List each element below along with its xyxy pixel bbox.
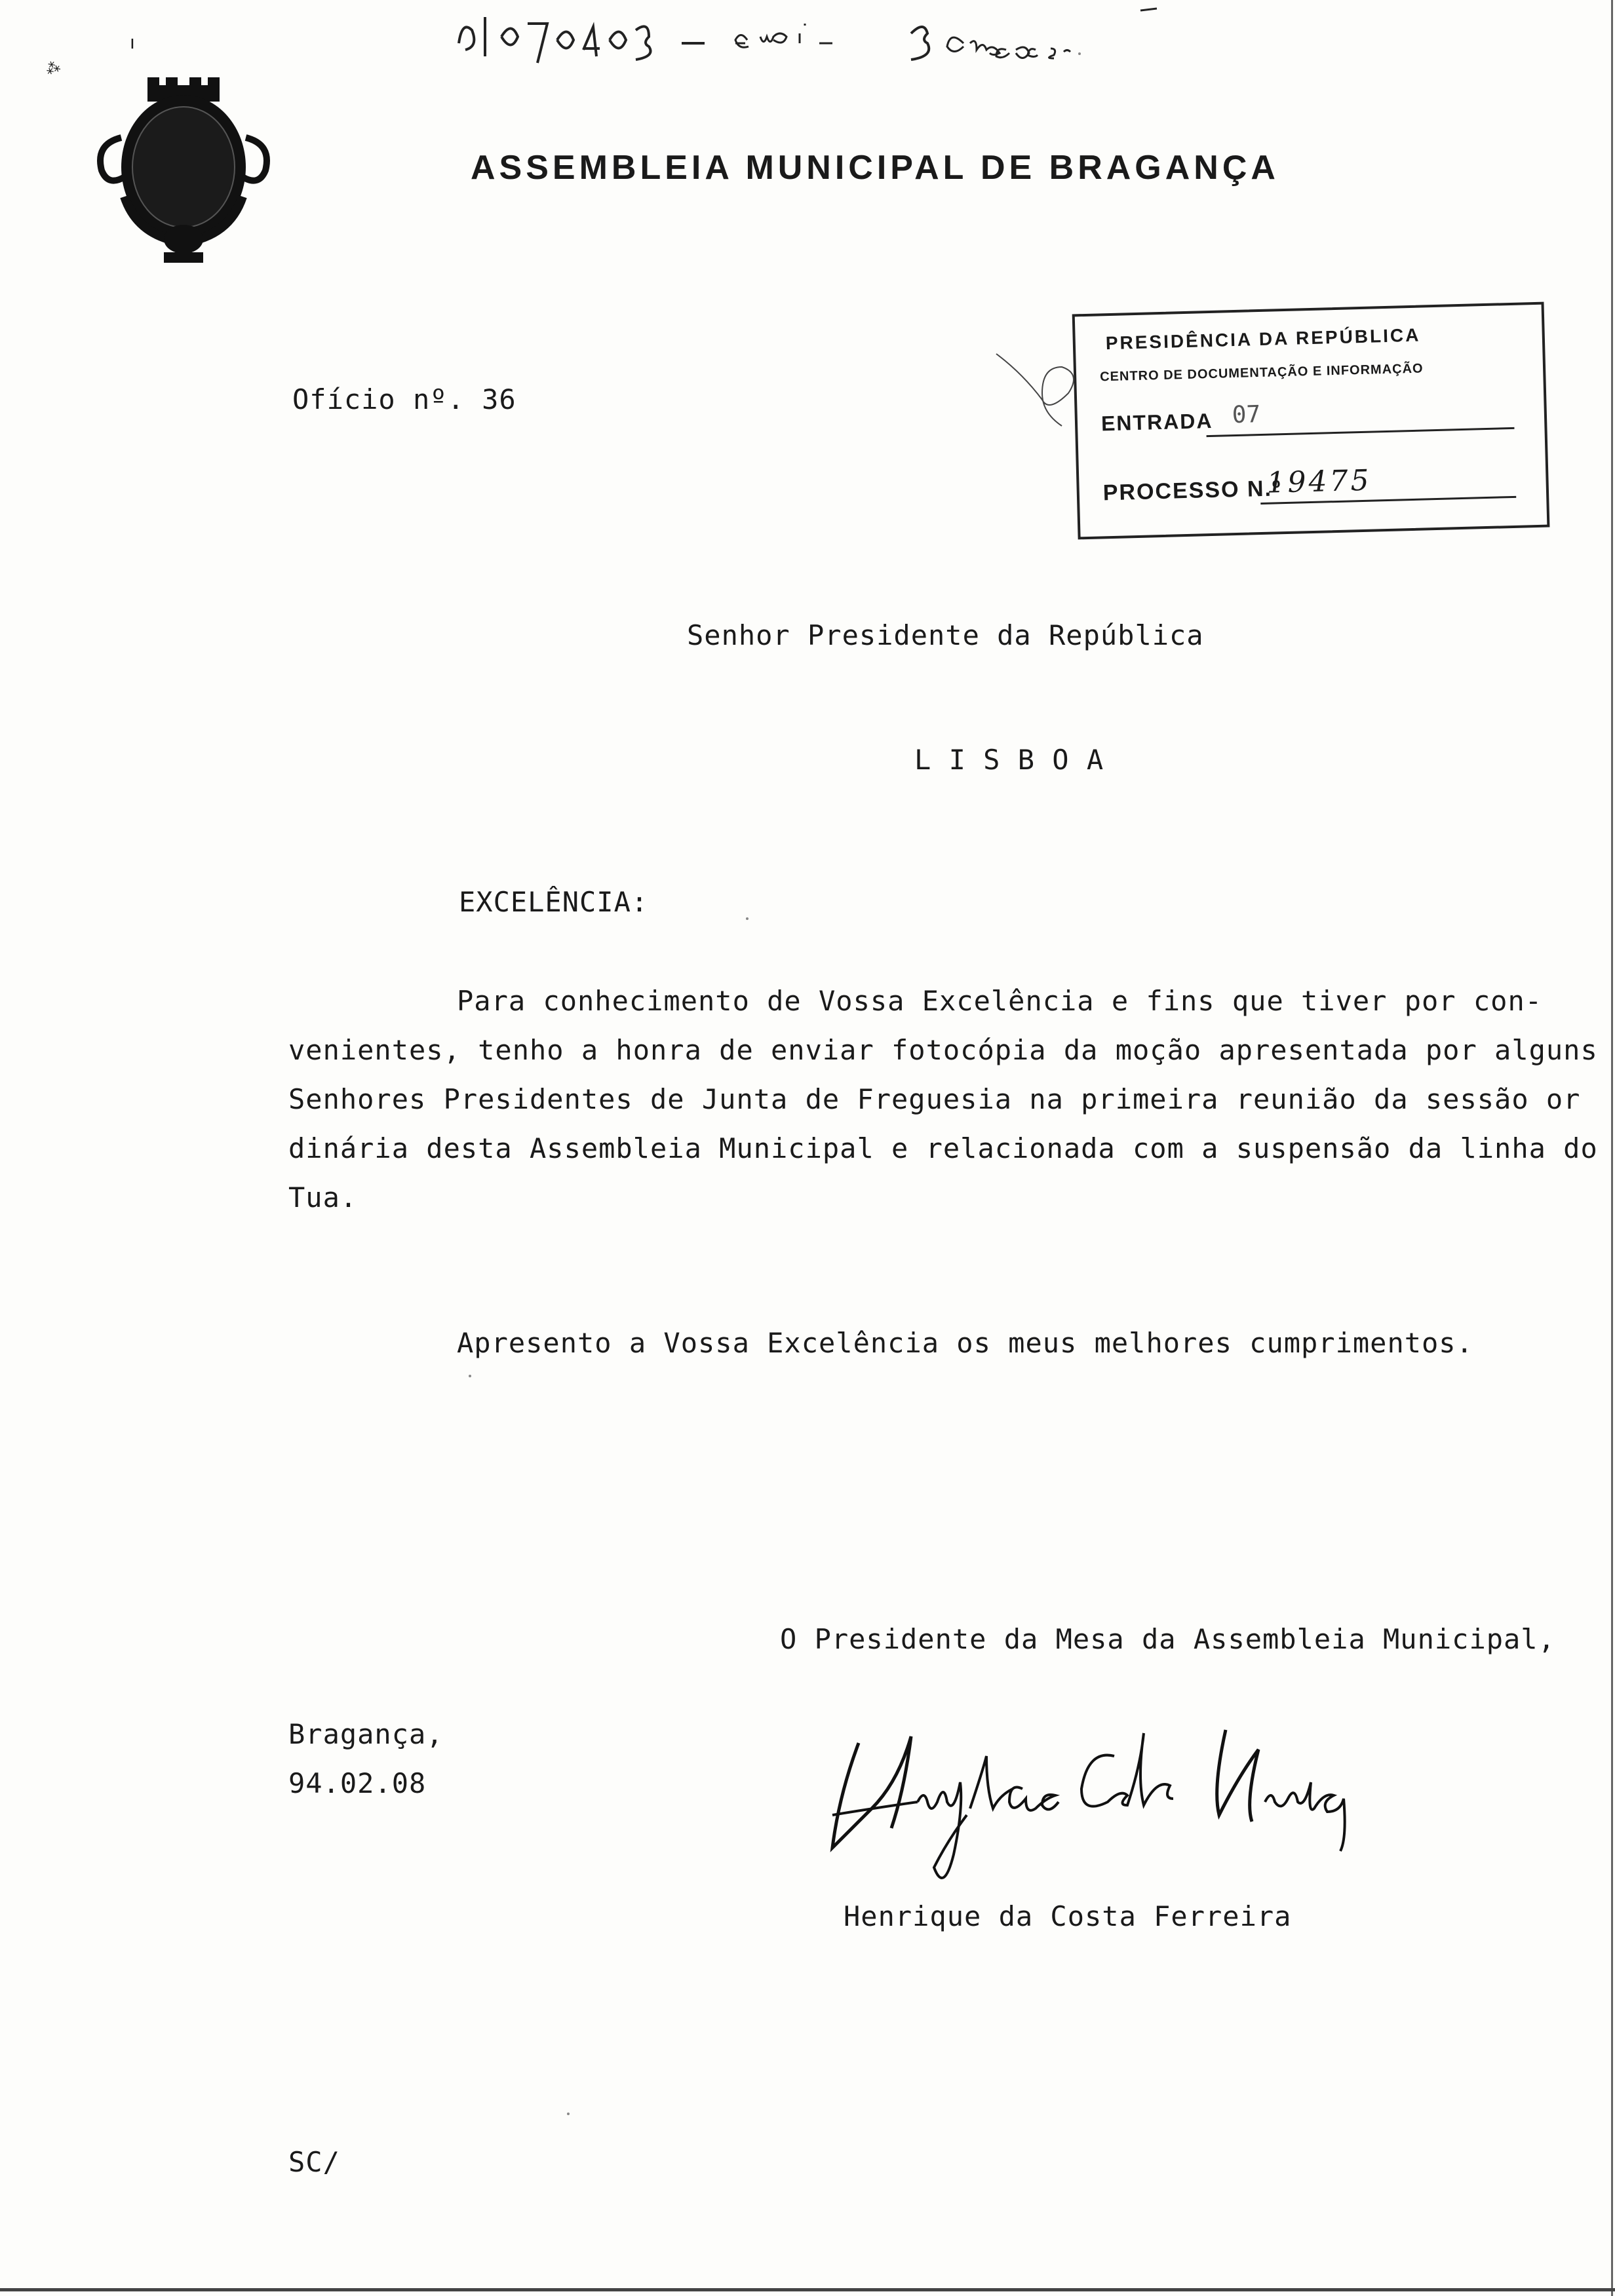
letter-date: 94.02.08 [288, 1767, 427, 1799]
scan-speck [1078, 52, 1081, 55]
stamp-process-value: 19475 [1266, 463, 1372, 500]
signer-name: Henrique da Costa Ferreira [844, 1900, 1292, 1932]
addressee-line: Senhor Presidente da República [687, 619, 1204, 651]
stamp-department: CENTRO DE DOCUMENTAÇÃO E INFORMAÇÃO [1099, 361, 1424, 385]
municipal-crest-icon [85, 66, 282, 269]
body-line: Senhores Presidentes de Junta de Freguesia na primeira reunião da sessão or [288, 1083, 1581, 1115]
registration-stamp [1072, 302, 1550, 537]
signer-role: O Presidente da Mesa da Assembleia Municipal, [780, 1623, 1555, 1655]
handwritten-signature [819, 1704, 1462, 1894]
scan-edge-bottom [0, 2288, 1615, 2291]
margin-mark: ⁂ [43, 58, 63, 79]
scan-speck [567, 2113, 570, 2115]
scan-edge-right [1611, 0, 1613, 2296]
letterhead-title: ASSEMBLEIA MUNICIPAL DE BRAGANÇA [471, 149, 1279, 187]
body-line: venientes, tenho a honra de enviar fotocópia da moção apresentada por alguns [288, 1034, 1598, 1066]
letter-reference: Ofício nº. 36 [292, 383, 516, 415]
stamp-entry-value: 07 [1232, 401, 1261, 429]
letter-place: Bragança, [288, 1718, 444, 1750]
scan-speck [746, 917, 749, 920]
letter-body [288, 976, 1598, 1222]
body-line: dinária desta Assembleia Municipal e relacionada com a suspensão da linha do [288, 1132, 1598, 1164]
stamp-pen-mark [990, 347, 1101, 439]
handwritten-annotation [452, 4, 1239, 76]
body-line: Tua. [288, 1181, 358, 1214]
stamp-entry-label: ENTRADA [1100, 408, 1213, 436]
margin-mark: ı [130, 31, 135, 53]
stamp-process-label: PROCESSO N.º [1102, 476, 1282, 506]
addressee-city: L I S B O A [914, 744, 1104, 776]
stamp-institution: PRESIDÊNCIA DA REPÚBLICA [1105, 324, 1421, 354]
closing-paragraph: Apresento a Vossa Excelência os meus melhores cumprimentos. [457, 1327, 1473, 1359]
scan-speck [469, 1375, 471, 1377]
typist-initials: SC/ [288, 2146, 340, 2178]
salutation: EXCELÊNCIA: [459, 886, 649, 918]
body-line: Para conhecimento de Vossa Excelência e fins que tiver por con- [457, 985, 1543, 1017]
